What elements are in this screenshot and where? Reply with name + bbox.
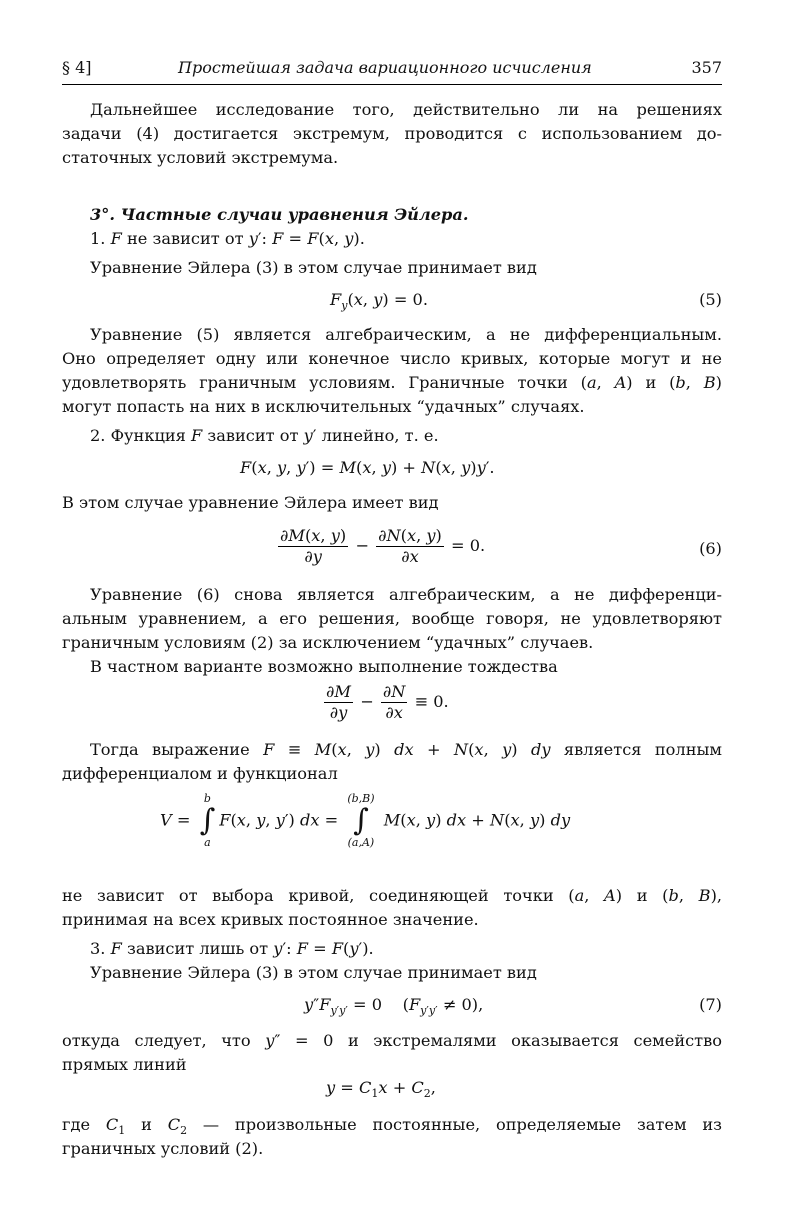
text-line: Уравнение Эйлера (3) в этом случае принимает вид <box>90 963 537 982</box>
functional-equation: V = b ∫ a F(x, y, y′) dx = (b,B) ∫ (a,A) M(x, y) dx + N(x, y) dy <box>160 792 571 849</box>
text-line: где $C_1$ и $C_2$ — произвольные постоянные, определяемые затем из <box>62 1115 722 1138</box>
text-line: задачи (4) достигается экстремум, проводится с использованием до- <box>62 124 722 143</box>
text-line: откуда следует, что y″ = 0 и экстремалями оказывается семейство <box>62 1031 722 1050</box>
line-family-equation: $y = C_1x + C_2$, <box>326 1078 436 1101</box>
text-line: граничных условий (2). <box>62 1139 264 1158</box>
text-line: альным уравнением, а его решения, вообще говоря, не удовлетворяют <box>62 609 722 628</box>
equation-number: (7) <box>699 995 722 1014</box>
page-number: 357 <box>691 58 722 77</box>
text-line: дифференциалом и функционал <box>62 764 338 783</box>
text-line: прямых линий <box>62 1055 187 1074</box>
text-line: граничным условиям (2) за исключением “удачных” случаев. <box>62 633 594 652</box>
equation-7: $y''F_{y'y'} = 0$ $(F_{y'y'} \ne 0)$, <box>304 995 484 1018</box>
text-line: удовлетворять граничным условиям. Граничные точки (a, A) и (b, B) <box>62 373 722 392</box>
text-line: могут попасть на них в исключительных “удачных” случаях. <box>62 397 585 416</box>
page <box>62 0 722 1216</box>
equation-number: (5) <box>699 290 722 309</box>
identity-equation: $\frac{\partial M}{\partial y}$ − $\frac{\partial N}{\partial x}$ ≡ 0. <box>326 682 449 722</box>
text-line: 1. F не зависит от y′: F = F(x, y). <box>90 229 365 248</box>
linear-form-equation: F(x, y, y′) = M(x, y) + N(x, y)y′. <box>240 458 495 477</box>
section-heading: 3°. Частные случаи уравнения Эйлера. <box>90 205 469 224</box>
text-line: не зависит от выбора кривой, соединяющей точки (a, A) и (b, B), <box>62 886 722 905</box>
text-line: принимая на всех кривых постоянное значение. <box>62 910 479 929</box>
header-title: Простейшая задача вариационного исчисления <box>178 58 592 77</box>
equation-5: $F_y(x$, y) = 0. <box>330 290 428 313</box>
text-line: 3. F зависит лишь от y′: F = F(y′). <box>90 939 374 958</box>
text-line: В частном варианте возможно выполнение тождества <box>90 657 558 676</box>
text-line: В этом случае уравнение Эйлера имеет вид <box>62 493 439 512</box>
equation-6: $\frac{\partial M(x, y)}{\partial y}$ − $\frac{\partial N(x, y)}{\partial x}$ = 0. <box>280 526 486 566</box>
text-line: Оно определяет одну или конечное число кривых, которые могут и не <box>62 349 722 368</box>
text-line: Дальнейшее исследование того, действительно ли на решениях <box>90 100 722 119</box>
equation-number: (6) <box>699 539 722 558</box>
text-line: Уравнение Эйлера (3) в этом случае принимает вид <box>90 258 537 277</box>
text-line: Тогда выражение F ≡ M(x, y) dx + N(x, y) dy является полным <box>90 740 722 759</box>
running-header <box>62 58 722 85</box>
text-line: статочных условий экстремума. <box>62 148 339 167</box>
text-line: Уравнение (5) является алгебраическим, а не дифференциальным. <box>90 325 722 344</box>
text-line: 2. Функция F зависит от y′ линейно, т. е. <box>90 426 439 445</box>
header-section: § 4] <box>62 58 92 77</box>
text-line: Уравнение (6) снова является алгебраическим, а не дифференци- <box>90 585 722 604</box>
